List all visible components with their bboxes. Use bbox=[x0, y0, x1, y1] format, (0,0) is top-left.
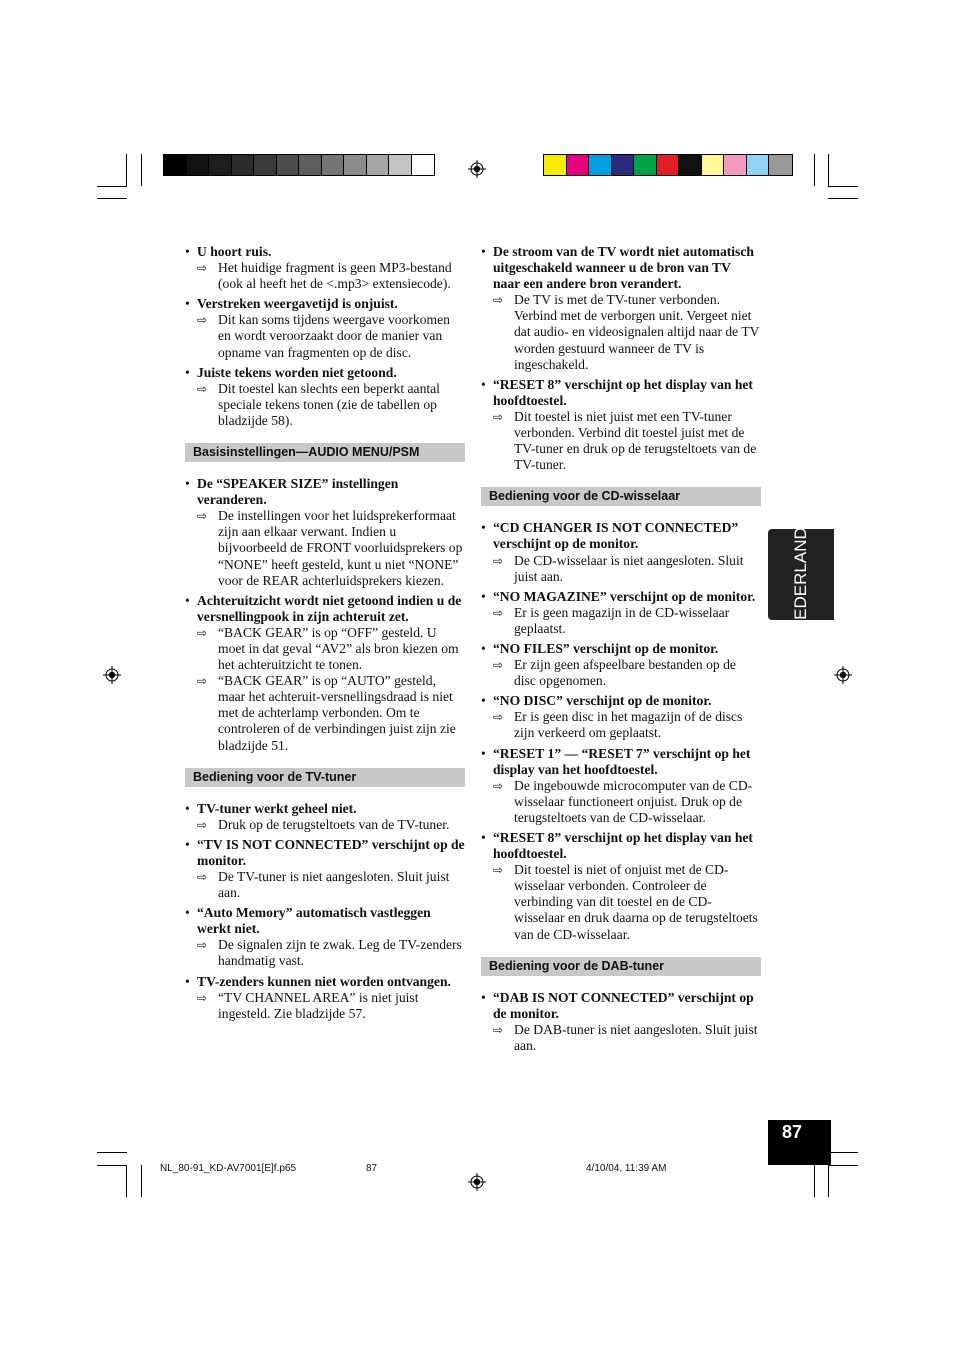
arrow-right-icon: ⇨ bbox=[197, 990, 208, 1005]
remedy bbox=[493, 605, 761, 637]
troubleshooting-item bbox=[481, 377, 761, 474]
arrow-right-icon: ⇨ bbox=[197, 261, 208, 276]
color-swatch bbox=[657, 155, 680, 175]
symptom-text: De stroom van de TV wordt niet automatisch uitgeschakeld wanneer u de bron van TV naar een andere bron verandert. bbox=[493, 244, 754, 292]
color-swatch bbox=[589, 155, 612, 175]
section-heading-tv-tuner: Bediening voor de TV-tuner bbox=[185, 768, 465, 787]
remedy bbox=[493, 657, 761, 689]
arrow-right-icon: ⇨ bbox=[197, 625, 208, 640]
troubleshooting-item bbox=[185, 801, 465, 833]
registration-mark-icon bbox=[103, 666, 121, 684]
symptom-text: “RESET 8” verschijnt op het display van het hoofdtoestel. bbox=[493, 830, 753, 862]
remedy-text: De CD-wisselaar is niet aangesloten. Sluit juist aan. bbox=[514, 552, 744, 584]
color-calibration-bar bbox=[543, 154, 793, 176]
troubleshooting-item bbox=[185, 244, 465, 292]
registration-mark-icon bbox=[468, 160, 486, 178]
arrow-right-icon: ⇨ bbox=[197, 938, 208, 953]
remedy-text: De DAB-tuner is niet aangesloten. Sluit juist aan. bbox=[514, 1021, 758, 1053]
remedy bbox=[197, 673, 465, 753]
symptom-text: Achteruitzicht wordt niet getoond indien u de versnellingpook in zijn achteruit zet. bbox=[197, 592, 462, 624]
registration-mark-icon bbox=[834, 666, 852, 684]
color-swatch bbox=[747, 155, 770, 175]
color-swatch bbox=[344, 155, 367, 175]
footer-page: 87 bbox=[366, 1163, 378, 1174]
troubleshooting-list bbox=[185, 801, 465, 1022]
remedy-text: De TV is met de TV-tuner verbonden. Verbind met de verborgen unit. Vergeet niet dat audio- en videosignalen altijd naar de TV worden gestuurd wanneer de TV is ingeschakeld. bbox=[514, 292, 760, 372]
left-column bbox=[185, 244, 465, 1026]
remedy-text: Het huidige fragment is geen MP3-bestand (ook al heeft het de <.mp3> extensiecode). bbox=[218, 260, 452, 292]
remedy-text: De ingebouwde microcomputer van de CD-wisselaar functioneert onjuist. Druk op de terugsteltoets van de CD-wisselaar. bbox=[514, 777, 753, 825]
arrow-right-icon: ⇨ bbox=[197, 674, 208, 689]
remedy-text: Er is geen disc in het magazijn of de discs zijn verkeerd om geplaatst. bbox=[514, 709, 743, 741]
remedy-text: De signalen zijn te zwak. Leg de TV-zenders handmatig vast. bbox=[218, 937, 462, 969]
bullet-icon: • bbox=[481, 376, 486, 392]
bullet-icon: • bbox=[481, 588, 486, 604]
troubleshooting-item bbox=[185, 974, 465, 1022]
color-swatch bbox=[412, 155, 435, 175]
remedy bbox=[493, 292, 761, 372]
remedy-text: Er zijn geen afspeelbare bestanden op de disc opgenomen. bbox=[514, 657, 736, 689]
bullet-icon: • bbox=[481, 989, 486, 1005]
troubleshooting-item bbox=[481, 520, 761, 584]
troubleshooting-item bbox=[481, 746, 761, 826]
troubleshooting-item bbox=[481, 830, 761, 943]
arrow-right-icon: ⇨ bbox=[493, 553, 504, 568]
color-swatch bbox=[769, 155, 792, 175]
troubleshooting-item bbox=[481, 990, 761, 1054]
registration-mark-icon bbox=[468, 1173, 486, 1191]
symptom-text: “NO FILES” verschijnt op de monitor. bbox=[493, 640, 719, 656]
remedy bbox=[493, 778, 761, 826]
arrow-right-icon: ⇨ bbox=[197, 817, 208, 832]
troubleshooting-list bbox=[481, 244, 761, 473]
remedy bbox=[197, 990, 465, 1022]
troubleshooting-item bbox=[481, 589, 761, 637]
arrow-right-icon: ⇨ bbox=[493, 778, 504, 793]
color-swatch bbox=[254, 155, 277, 175]
color-swatch bbox=[322, 155, 345, 175]
remedy bbox=[493, 709, 761, 741]
right-column bbox=[481, 244, 761, 1058]
color-swatch bbox=[209, 155, 232, 175]
bullet-icon: • bbox=[481, 520, 486, 536]
troubleshooting-list bbox=[185, 244, 465, 429]
troubleshooting-item bbox=[185, 837, 465, 901]
bullet-icon: • bbox=[185, 364, 190, 380]
remedy bbox=[197, 937, 465, 969]
page-number: 87 bbox=[782, 1122, 803, 1142]
bullet-icon: • bbox=[185, 244, 190, 259]
arrow-right-icon: ⇨ bbox=[197, 313, 208, 328]
troubleshooting-list bbox=[481, 990, 761, 1054]
bullet-icon: • bbox=[185, 296, 190, 312]
troubleshooting-item bbox=[185, 905, 465, 969]
section-heading-audio-menu: Basisinstellingen—AUDIO MENU/PSM bbox=[185, 443, 465, 462]
color-swatch bbox=[724, 155, 747, 175]
bullet-icon: • bbox=[185, 973, 190, 989]
color-swatch bbox=[612, 155, 635, 175]
color-swatch bbox=[277, 155, 300, 175]
remedy-text: Er is geen magazijn in de CD-wisselaar geplaatst. bbox=[514, 604, 730, 636]
arrow-right-icon: ⇨ bbox=[493, 293, 504, 308]
remedy-text: De instellingen voor het luidsprekerformaat zijn aan elkaar verwant. Indien u bijvoorbeeld de FRONT voorluidsprekers op “NONE” heeft gesteld, kunt u niet “NONE” voor de REAR achterluidsprekers kiezen. bbox=[218, 508, 463, 588]
bullet-icon: • bbox=[481, 640, 486, 656]
color-swatch bbox=[389, 155, 412, 175]
arrow-right-icon: ⇨ bbox=[197, 870, 208, 884]
symptom-text: “Auto Memory” automatisch vastleggen werkt niet. bbox=[197, 905, 431, 937]
arrow-right-icon: ⇨ bbox=[493, 1022, 504, 1037]
color-swatch bbox=[567, 155, 590, 175]
remedy bbox=[493, 553, 761, 585]
bullet-icon: • bbox=[481, 830, 486, 845]
arrow-right-icon: ⇨ bbox=[197, 509, 208, 524]
troubleshooting-item bbox=[481, 244, 761, 373]
remedy bbox=[493, 862, 761, 942]
arrow-right-icon: ⇨ bbox=[493, 863, 504, 878]
color-swatch bbox=[164, 155, 187, 175]
symptom-text: TV-zenders kunnen niet worden ontvangen. bbox=[197, 973, 451, 989]
remedy-text: “BACK GEAR” is op “AUTO” gesteld, maar het achteruit-versnellingsdraad is niet met de achterlamp verbonden. Om te controleren of de verbindingen juist zijn zie bladzijde 51. bbox=[218, 673, 456, 753]
footer-timestamp: 4/10/04, 11:39 AM bbox=[586, 1163, 667, 1174]
remedy-text: Dit toestel is niet of onjuist met de CD-wisselaar verbonden. Controleer de verbinding van dit toestel en de CD-wisselaar en druk daarna op de terugsteltoets van de CD-wisselaar. bbox=[514, 862, 758, 942]
remedy-text: De TV-tuner is niet aangesloten. Sluit juist aan. bbox=[218, 869, 450, 901]
color-swatch bbox=[702, 155, 725, 175]
color-swatch bbox=[544, 155, 567, 175]
remedy-text: “TV CHANNEL AREA” is niet juist ingesteld. Zie bladzijde 57. bbox=[218, 989, 419, 1021]
bullet-icon: • bbox=[481, 244, 486, 259]
color-swatch bbox=[187, 155, 210, 175]
remedy-text: Dit toestel is niet juist met een TV-tuner verbonden. Verbind dit toestel juist met de TV-tuner en druk op de terugsteltoets van de TV-tuner. bbox=[514, 408, 757, 473]
grayscale-calibration-bar bbox=[163, 154, 435, 176]
remedy bbox=[197, 381, 465, 429]
symptom-text: “RESET 1” — “RESET 7” verschijnt op het display van het hoofdtoestel. bbox=[493, 745, 751, 777]
bullet-icon: • bbox=[185, 592, 190, 608]
page-number-box bbox=[768, 1120, 831, 1165]
remedy-text: “BACK GEAR” is op “OFF” gesteld. U moet in dat geval “AV2” als bron kiezen om het achteruitzicht te tonen. bbox=[218, 624, 459, 673]
bullet-icon: • bbox=[481, 745, 486, 761]
bullet-icon: • bbox=[481, 693, 486, 709]
color-swatch bbox=[679, 155, 702, 175]
arrow-right-icon: ⇨ bbox=[493, 605, 504, 620]
troubleshooting-item bbox=[185, 365, 465, 429]
arrow-right-icon: ⇨ bbox=[493, 409, 504, 424]
symptom-text: “CD CHANGER IS NOT CONNECTED” verschijnt op de monitor. bbox=[493, 520, 739, 552]
color-swatch bbox=[367, 155, 390, 175]
troubleshooting-item bbox=[481, 693, 761, 741]
remedy-text: Dit kan soms tijdens weergave voorkomen en wordt veroorzaakt door de manier van opname van fragmenten op de disc. bbox=[218, 312, 450, 360]
language-tab-label: NEDERLANDS bbox=[791, 515, 810, 633]
symptom-text: “NO MAGAZINE” verschijnt op de monitor. bbox=[493, 588, 756, 604]
color-swatch bbox=[634, 155, 657, 175]
troubleshooting-list bbox=[185, 476, 465, 754]
arrow-right-icon: ⇨ bbox=[493, 658, 504, 673]
remedy bbox=[493, 1022, 761, 1054]
remedy bbox=[197, 508, 465, 588]
remedy bbox=[197, 817, 465, 833]
remedy bbox=[197, 869, 465, 901]
footer-filename: NL_80-91_KD-AV7001[E]f.p65 bbox=[160, 1163, 297, 1174]
bullet-icon: • bbox=[185, 476, 190, 492]
color-swatch bbox=[299, 155, 322, 175]
bullet-icon: • bbox=[185, 836, 190, 852]
symptom-text: U hoort ruis. bbox=[197, 244, 272, 259]
remedy bbox=[197, 312, 465, 360]
remedy bbox=[197, 625, 465, 673]
section-heading-dab-tuner: Bediening voor de DAB-tuner bbox=[481, 957, 761, 976]
arrow-right-icon: ⇨ bbox=[493, 710, 504, 725]
language-tab bbox=[768, 515, 834, 633]
arrow-right-icon: ⇨ bbox=[197, 381, 208, 396]
symptom-text: Juiste tekens worden niet getoond. bbox=[197, 364, 397, 380]
remedy-text: Druk op de terugsteltoets van de TV-tuner. bbox=[218, 816, 450, 832]
symptom-text: De “SPEAKER SIZE” instellingen veranderen. bbox=[197, 476, 399, 508]
troubleshooting-item bbox=[185, 593, 465, 754]
bullet-icon: • bbox=[185, 800, 190, 816]
troubleshooting-item bbox=[185, 476, 465, 589]
symptom-text: “RESET 8” verschijnt op het display van het hoofdtoestel. bbox=[493, 376, 753, 408]
symptom-text: “NO DISC” verschijnt op de monitor. bbox=[493, 693, 712, 709]
remedy bbox=[197, 260, 465, 292]
section-heading-cd-changer: Bediening voor de CD-wisselaar bbox=[481, 487, 761, 506]
troubleshooting-list bbox=[481, 520, 761, 942]
symptom-text: Verstreken weergavetijd is onjuist. bbox=[197, 296, 398, 312]
symptom-text: TV-tuner werkt geheel niet. bbox=[197, 800, 357, 816]
troubleshooting-item bbox=[185, 296, 465, 360]
remedy-text: Dit toestel kan slechts een beperkt aantal speciale tekens tonen (zie de tabellen op bladzijde 58). bbox=[218, 380, 440, 428]
symptom-text: “DAB IS NOT CONNECTED” verschijnt op de monitor. bbox=[493, 989, 754, 1021]
troubleshooting-item bbox=[481, 641, 761, 689]
symptom-text: “TV IS NOT CONNECTED” verschijnt op de monitor. bbox=[197, 836, 465, 868]
bullet-icon: • bbox=[185, 905, 190, 921]
color-swatch bbox=[232, 155, 255, 175]
remedy bbox=[493, 409, 761, 473]
